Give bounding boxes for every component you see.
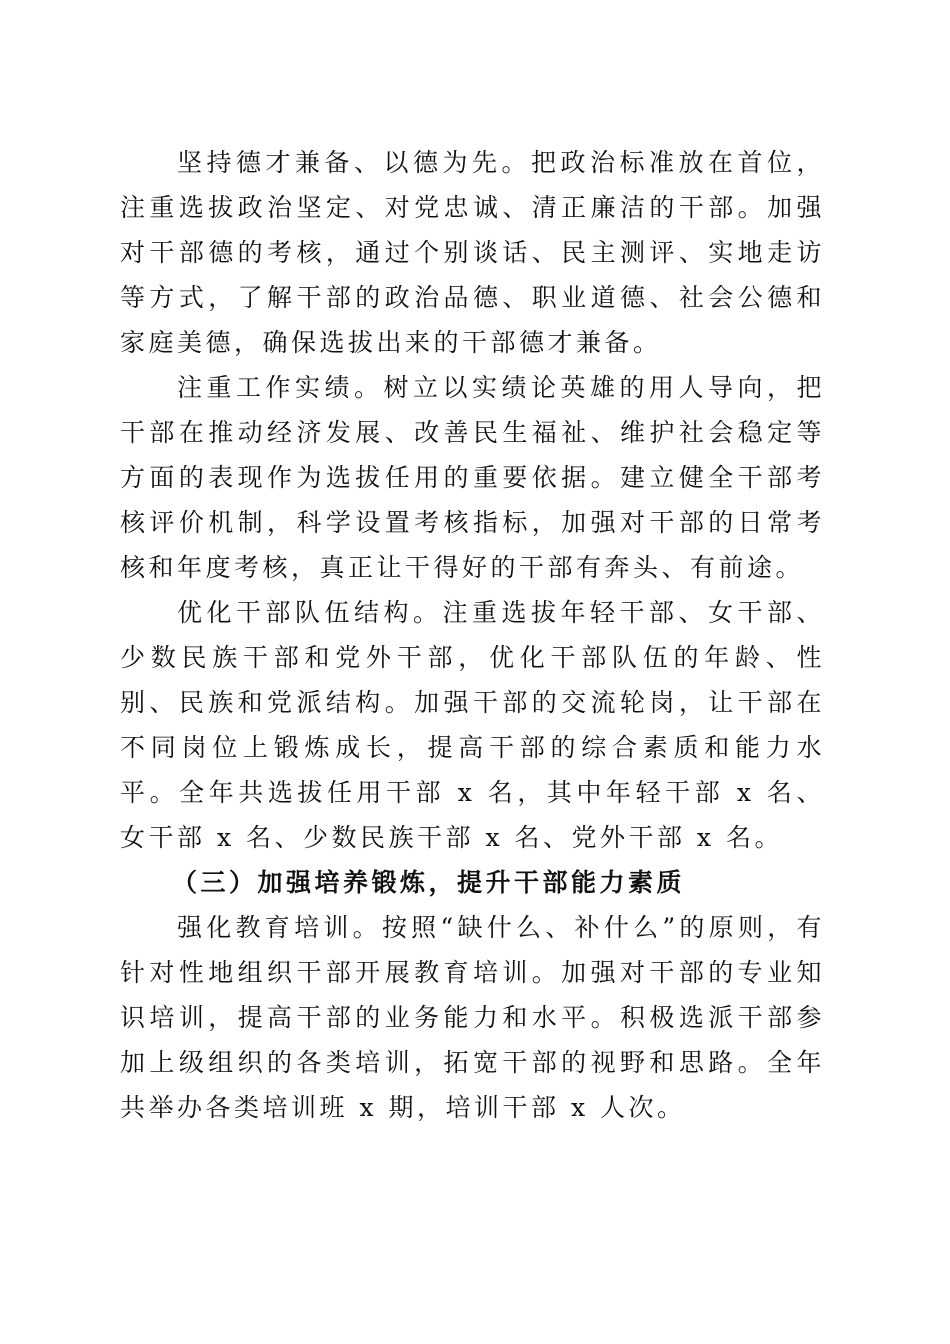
paragraph-virtue-first: 坚持德才兼备、以德为先。把政治标准放在首位，注重选拔政治坚定、对党忠诚、清正廉洁的干部。加强对干部德的考核，通过个别谈话、民主测评、实地走访等方式，了解干部的政治品德、职业道德、社会公德和家庭美德，确保选拔出来的干部德才兼备。 — [120, 148, 825, 357]
document-body — [120, 140, 825, 1130]
paragraph-team-structure: 优化干部队伍结构。注重选拔年轻干部、女干部、少数民族干部和党外干部，优化干部队伍的年龄、性别、民族和党派结构。加强干部的交流轮岗，让干部在不同岗位上锻炼成长，提高干部的综合素质和能力水平。全年共选拔任用干部 x 名，其中年轻干部 x 名、女干部 x 名、少数民族干部 x 名、党外干部 x 名。 — [120, 598, 825, 852]
paragraph-work-performance: 注重工作实绩。树立以实绩论英雄的用人导向，把干部在推动经济发展、改善民生福祉、维护社会稳定等方面的表现作为选拔任用的重要依据。建立健全干部考核评价机制，科学设置考核指标，加强对干部的日常考核和年度考核，真正让干得好的干部有奔头、有前途。 — [120, 373, 825, 582]
section-heading: （三）加强培养锻炼，提升干部能力素质 — [172, 868, 686, 897]
paragraph-education-training: 强化教育培训。按照“缺什么、补什么”的原则，有针对性地组织干部开展教育培训。加强对干部的专业知识培训，提高干部的业务能力和水平。积极选派干部参加上级组织的各类培训，拓宽干部的视野和思路。全年共举办各类培训班 x 期，培训干部 x 人次。 — [120, 913, 825, 1122]
